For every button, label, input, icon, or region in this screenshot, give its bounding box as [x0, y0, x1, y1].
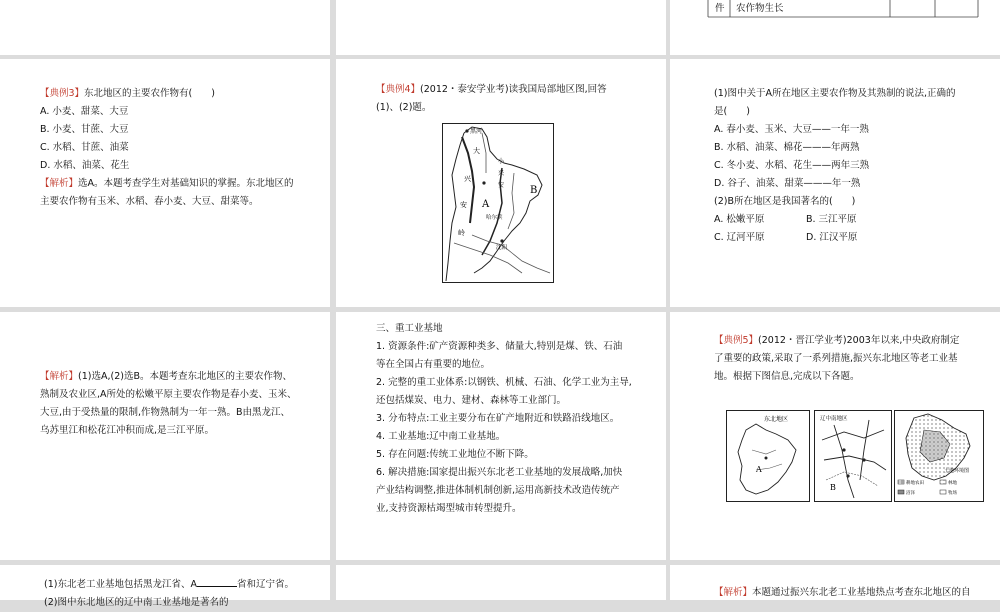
example-tag: 【典例4】	[376, 84, 421, 95]
map-label-an: 安	[460, 201, 467, 209]
slide-bottom-right	[670, 565, 1000, 600]
q2-option-a: A. 松嫩平原	[714, 214, 765, 225]
option-a: A. 小麦、甜菜、大豆	[40, 106, 129, 117]
map3-title: 土地环境图	[944, 468, 970, 474]
map-label-shenyang: 沈阳	[496, 245, 508, 251]
point-6c: 业,支持资源枯竭型城市转型提升。	[376, 503, 522, 514]
slide-example-5	[670, 312, 1000, 560]
analysis-line-1	[40, 175, 325, 193]
q2-option-d: D. 江汉平原	[806, 232, 858, 243]
analysis-line-2: 熟制及农业区,A所处的松嫩平原主要农作物是春小麦、玉米、	[40, 389, 297, 400]
bottom-analysis-text: 本题通过振兴东北老工业基地热点考查东北地区的自	[752, 587, 971, 598]
intro-line-2: (1)、(2)题。	[376, 102, 432, 113]
legend-item-2: 林地	[948, 481, 957, 486]
intro-text-1: (2012・泰安学业考)读我国局部地区图,回答	[420, 84, 607, 95]
slide-top-middle	[336, 0, 666, 55]
map-label-xing: 兴	[464, 175, 471, 183]
bottom-q1-text-b: 省和辽宁省。	[236, 579, 294, 590]
point-4: 4. 工业基地:辽中南工业基地。	[376, 431, 506, 442]
intro-line-1	[714, 332, 996, 350]
example-tag: 【典例3】	[40, 88, 85, 99]
option-d: D. 水稻、油菜、花生	[40, 160, 130, 171]
option-b: B. 小麦、甘蔗、大豆	[40, 124, 129, 135]
slide-example-3	[0, 59, 330, 307]
intro-line-3: 地。根据下图信息,完成以下各题。	[714, 371, 860, 382]
point-2a: 2. 完整的重工业体系:以钢铁、机械、石油、化学工业为主导,	[376, 377, 632, 388]
analysis-line-4: 乌苏里江和松花江冲积而成,是三江平原。	[40, 425, 215, 436]
analysis-tag: 【解析】	[714, 587, 753, 598]
intro-line-2: 了重要的政策,采取了一系列措施,振兴东北地区等老工业基	[714, 353, 958, 364]
answer-blank	[197, 576, 237, 587]
map-label-da: 大	[473, 147, 480, 155]
map-label-harbin: 哈尔滨	[486, 215, 503, 221]
slide-top-left	[0, 0, 330, 55]
point-1a: 1. 资源条件:矿产资源种类多、储量大,特别是煤、铁、石油	[376, 341, 623, 352]
option-c: C. 水稻、甘蔗、油菜	[40, 142, 129, 153]
svg-text:A: A	[756, 465, 762, 474]
map-label-xing2: 兴	[498, 170, 505, 177]
slide-bottom-left	[0, 565, 330, 608]
question-line	[40, 85, 325, 103]
bottom-q1-text-a: (1)东北老工业基地包括黑龙江省、A	[44, 579, 197, 590]
slide-example-4-questions	[670, 59, 1000, 307]
q1-option-c: C. 冬小麦、水稻、花生——两年三熟	[714, 160, 870, 171]
svg-text:B: B	[830, 483, 836, 492]
slide-example-4-analysis	[0, 312, 330, 560]
legend-item-3: 沼泽	[906, 491, 915, 496]
slide-bottom-middle	[336, 565, 666, 600]
q2-line: (2)B所在地区是我国著名的( )	[714, 196, 856, 207]
q2-option-b: B. 三江平原	[806, 214, 857, 225]
land-environment-map	[894, 410, 984, 502]
point-6a: 6. 解决措施:国家提出振兴东北老工业基地的发展战略,加快	[376, 467, 623, 478]
liaozhongnan-map	[814, 410, 892, 502]
analysis-tag: 【解析】	[40, 178, 79, 189]
point-5: 5. 存在问题:传统工业地位不断下降。	[376, 449, 534, 460]
section-title: 三、重工业基地	[376, 323, 443, 334]
analysis-text-1: (1)选A,(2)选B。本题考查东北地区的主要农作物、	[78, 371, 292, 382]
map-label-ling: 岭	[458, 229, 465, 237]
intro-line-1	[376, 81, 661, 99]
slide-heavy-industry	[336, 312, 666, 560]
q1-option-d: D. 谷子、油菜、甜菜———年一熟	[714, 178, 861, 189]
analysis-tag: 【解析】	[40, 371, 79, 382]
point-6b: 产业结构调整,推进体制机制创新,运用高新技术改造传统产	[376, 485, 620, 496]
analysis-line-1	[40, 368, 325, 386]
map1-title: 东北地区	[764, 416, 789, 423]
bottom-question-2: (2)图中东北地区的辽中南工业基地是著名的	[44, 597, 229, 608]
map-label-heihe: 黑河	[470, 128, 483, 135]
slide-example-4	[336, 59, 666, 307]
northeast-map	[442, 123, 554, 283]
analysis-line-2: 主要农作物有玉米、水稻、春小麦、大豆、甜菜等。	[40, 196, 259, 207]
table-cell-right: 农作物生长	[736, 3, 784, 14]
table-cell-left: 件	[715, 3, 725, 14]
analysis-text-1: 选A。本题考查学生对基础知识的掌握。东北地区的	[78, 178, 294, 189]
q1-option-a: A. 春小麦、玉米、大豆——一年一熟	[714, 124, 869, 135]
q1-option-b: B. 水稻、油菜、棉花———年两熟	[714, 142, 860, 153]
q1-line-b: 是( )	[714, 106, 750, 117]
q2-options-row-2	[714, 229, 996, 247]
q1-line: (1)图中关于A所在地区主要农作物及其熟制的说法,正确的	[714, 88, 956, 99]
example-tag: 【典例5】	[714, 335, 759, 346]
legend-item-4: 牧场	[948, 491, 957, 496]
bottom-analysis	[714, 584, 996, 602]
analysis-line-3: 大豆,由于受热量的限制,作物熟制为一年一熟。B由黑龙江、	[40, 407, 291, 418]
slide-top-right	[670, 0, 1000, 55]
q2-option-c: C. 辽河平原	[714, 232, 765, 243]
bottom-question-1	[44, 576, 329, 594]
northeast-region-map	[726, 410, 810, 502]
point-2b: 还包括煤炭、电力、建材、森林等工业部门。	[376, 395, 567, 406]
intro-text-1: (2012・晋江学业考)2003年以来,中央政府制定	[758, 335, 960, 346]
map-label-an2: 安	[498, 182, 505, 189]
map-label-xiao: 小	[498, 158, 505, 165]
map-label-b: B	[530, 185, 538, 196]
q2-options-row-1	[714, 211, 996, 229]
map-label-a: A	[482, 199, 490, 210]
map2-title: 辽中南地区	[820, 416, 848, 422]
legend-item-1: 耕地农田	[906, 481, 924, 486]
point-1b: 等在全国占有重要的地位。	[376, 359, 491, 370]
point-3: 3. 分布特点:工业主要分布在矿产地附近和铁路沿线地区。	[376, 413, 620, 424]
question-text: 东北地区的主要农作物有( )	[84, 88, 215, 99]
